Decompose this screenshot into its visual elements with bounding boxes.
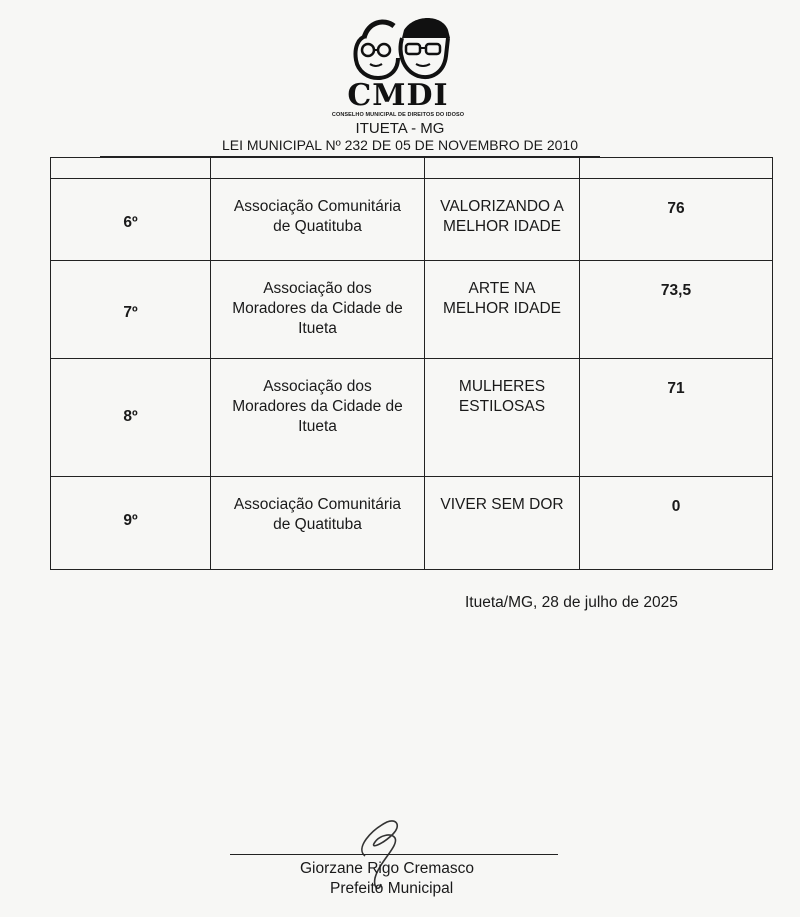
table-row [51, 261, 773, 359]
logo-subtitle: CONSELHO MUNICIPAL DE DIREITOS DO IDOSO [331, 112, 465, 118]
signatory-name: Giorzane Rigo Cremasco [300, 860, 475, 877]
signature-line [230, 854, 558, 855]
row-position: 7º [51, 261, 211, 359]
row-project [425, 477, 580, 570]
entity-line: Associação Comunitária [233, 496, 402, 513]
project-line: MULHERES [458, 378, 546, 395]
entity-line: Moradores da Cidade de [232, 398, 403, 415]
row-entity [211, 179, 425, 261]
row-score: 0 [580, 477, 773, 570]
law-reference: LEI MUNICIPAL Nº 232 DE 05 DE NOVEMBRO DE 2010 [221, 137, 578, 153]
entity-line: de Quatituba [273, 218, 362, 235]
project-line: MELHOR IDADE [443, 218, 561, 235]
row-position: 9º [51, 477, 211, 570]
entity-line: Itueta [298, 320, 337, 337]
entity-line: Associação dos [263, 280, 372, 297]
project-line: ARTE NA [468, 280, 536, 297]
row-score: 76 [580, 179, 773, 261]
table-row [51, 179, 773, 261]
entity-line: Associação dos [263, 378, 372, 395]
row-project [425, 359, 580, 477]
entity-line: Moradores da Cidade de [232, 300, 403, 317]
row-entity [211, 359, 425, 477]
table-row [51, 359, 773, 477]
ranking-table [50, 157, 773, 570]
project-line: MELHOR IDADE [443, 300, 561, 317]
project-line: ESTILOSAS [458, 398, 546, 415]
row-score: 71 [580, 359, 773, 477]
row-position: 8º [51, 359, 211, 477]
project-line: VALORIZANDO A [440, 198, 564, 215]
cmdi-logo [318, 8, 478, 120]
row-project [425, 179, 580, 261]
city-heading: ITUETA - MG [355, 120, 445, 137]
signatory-title: Prefeito Municipal [330, 880, 454, 897]
document-date: Itueta/MG, 28 de julho de 2025 [465, 594, 678, 611]
row-project [425, 261, 580, 359]
entity-line: Itueta [298, 418, 337, 435]
entity-line: Associação Comunitária [233, 198, 402, 215]
table-row [51, 477, 773, 570]
table-top-row [51, 158, 773, 179]
row-position: 6º [51, 179, 211, 261]
row-entity [211, 477, 425, 570]
logo-title: CMDI [347, 78, 449, 113]
elderly-couple-icon [318, 8, 478, 88]
entity-line: de Quatituba [273, 516, 362, 533]
project-line: VIVER SEM DOR [440, 496, 564, 513]
row-entity [211, 261, 425, 359]
row-score: 73,5 [580, 261, 773, 359]
